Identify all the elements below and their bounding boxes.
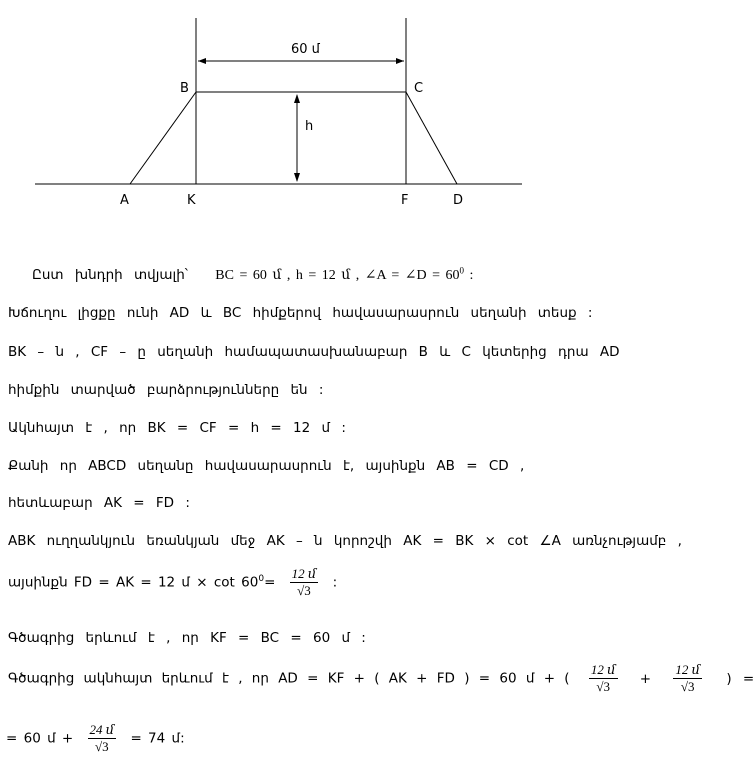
point-label-f: F bbox=[401, 193, 409, 208]
arrowhead-up bbox=[294, 94, 300, 103]
given-formula-text: BC = 60 մ , h = 12 մ , ∠A = ∠D = 60 bbox=[215, 267, 460, 283]
text-line-7: հետևաբար AK = FD : bbox=[8, 495, 190, 511]
text-line-4: հիմքին տարված բարձրությունները են : bbox=[8, 382, 324, 398]
l11-tail: ) = bbox=[726, 670, 754, 687]
l12-prefix: = 60 մ + bbox=[6, 730, 74, 747]
given-degree: 0 bbox=[459, 265, 464, 275]
given-formula bbox=[215, 265, 474, 283]
text-line-10: Գծագրից երևում է , որ KF = BC = 60 մ : bbox=[8, 630, 366, 646]
arrowhead-right bbox=[396, 58, 404, 64]
fraction-24m-sqrt3 bbox=[88, 722, 117, 755]
fraction-2-denominator: √3 bbox=[680, 679, 695, 694]
given-words: Ըստ խնդրի տվյալի՝ bbox=[32, 266, 188, 283]
fraction-24-numerator: 24 մ bbox=[89, 722, 115, 737]
given-line bbox=[8, 265, 473, 284]
fraction-24-denominator: √3 bbox=[95, 739, 109, 754]
arrowhead-down bbox=[294, 173, 300, 182]
l12-tail: = 74 մ: bbox=[130, 730, 185, 747]
side-cd bbox=[406, 92, 457, 184]
fraction-1-numerator: 12 մ bbox=[590, 662, 616, 677]
fraction-1 bbox=[589, 662, 618, 695]
trapezoid-diagram bbox=[0, 0, 703, 225]
point-label-c: C bbox=[414, 81, 424, 96]
l11-prefix: Գծագրից ակնհայտ երևում է , որ AD = KF + ( AK + FD ) = 60 մ + ( bbox=[8, 670, 570, 687]
text-line-5: Ակնհայտ է , որ BK = CF = h = 12 մ : bbox=[8, 420, 346, 436]
fraction-numerator: 12 մ bbox=[291, 566, 317, 581]
point-label-b: B bbox=[180, 81, 189, 96]
dimension-label-60: 60 մ bbox=[291, 42, 320, 57]
fraction-1-denominator: √3 bbox=[596, 679, 610, 694]
height-label: h bbox=[305, 119, 314, 134]
text-line-3: BK – ն , CF – ը սեղանի համապատասխանաբար B և C կետերից դրա AD bbox=[8, 344, 620, 360]
text-line-9 bbox=[8, 566, 337, 599]
text-line-11 bbox=[8, 662, 754, 695]
fraction-2 bbox=[673, 662, 702, 695]
fraction-2-numerator: 12 մ bbox=[675, 662, 701, 677]
l9-prefix: այսինքն FD = AK = 12 մ × cot 60 bbox=[8, 574, 259, 591]
point-label-a: A bbox=[120, 193, 129, 208]
fraction-denominator: √3 bbox=[297, 583, 311, 598]
fraction-12m-sqrt3 bbox=[290, 566, 319, 599]
side-ab bbox=[130, 92, 196, 184]
point-label-d: D bbox=[453, 193, 464, 208]
text-line-12 bbox=[6, 722, 185, 755]
point-label-k: K bbox=[187, 193, 196, 208]
text-line-6: Քանի որ ABCD սեղանը հավասարասրուն է, այսինքն AB = CD , bbox=[8, 458, 525, 474]
text-line-2: Խճուղու լիցքը ունի AD և BC հիմքերով հավասարասրուն սեղանի տեսք : bbox=[8, 305, 593, 321]
arrowhead-left bbox=[198, 58, 206, 64]
text-line-8: ABK ուղղանկյուն եռանկյան մեջ AK – ն կորոշվի AK = BK × cot ∠A առնչությամբ , bbox=[8, 533, 682, 549]
l11-plus: + bbox=[639, 670, 652, 687]
l9-equals: = bbox=[264, 574, 276, 591]
given-tail: : bbox=[463, 267, 474, 283]
l9-tail: : bbox=[332, 574, 338, 591]
l9-degree: 0 bbox=[258, 574, 265, 584]
